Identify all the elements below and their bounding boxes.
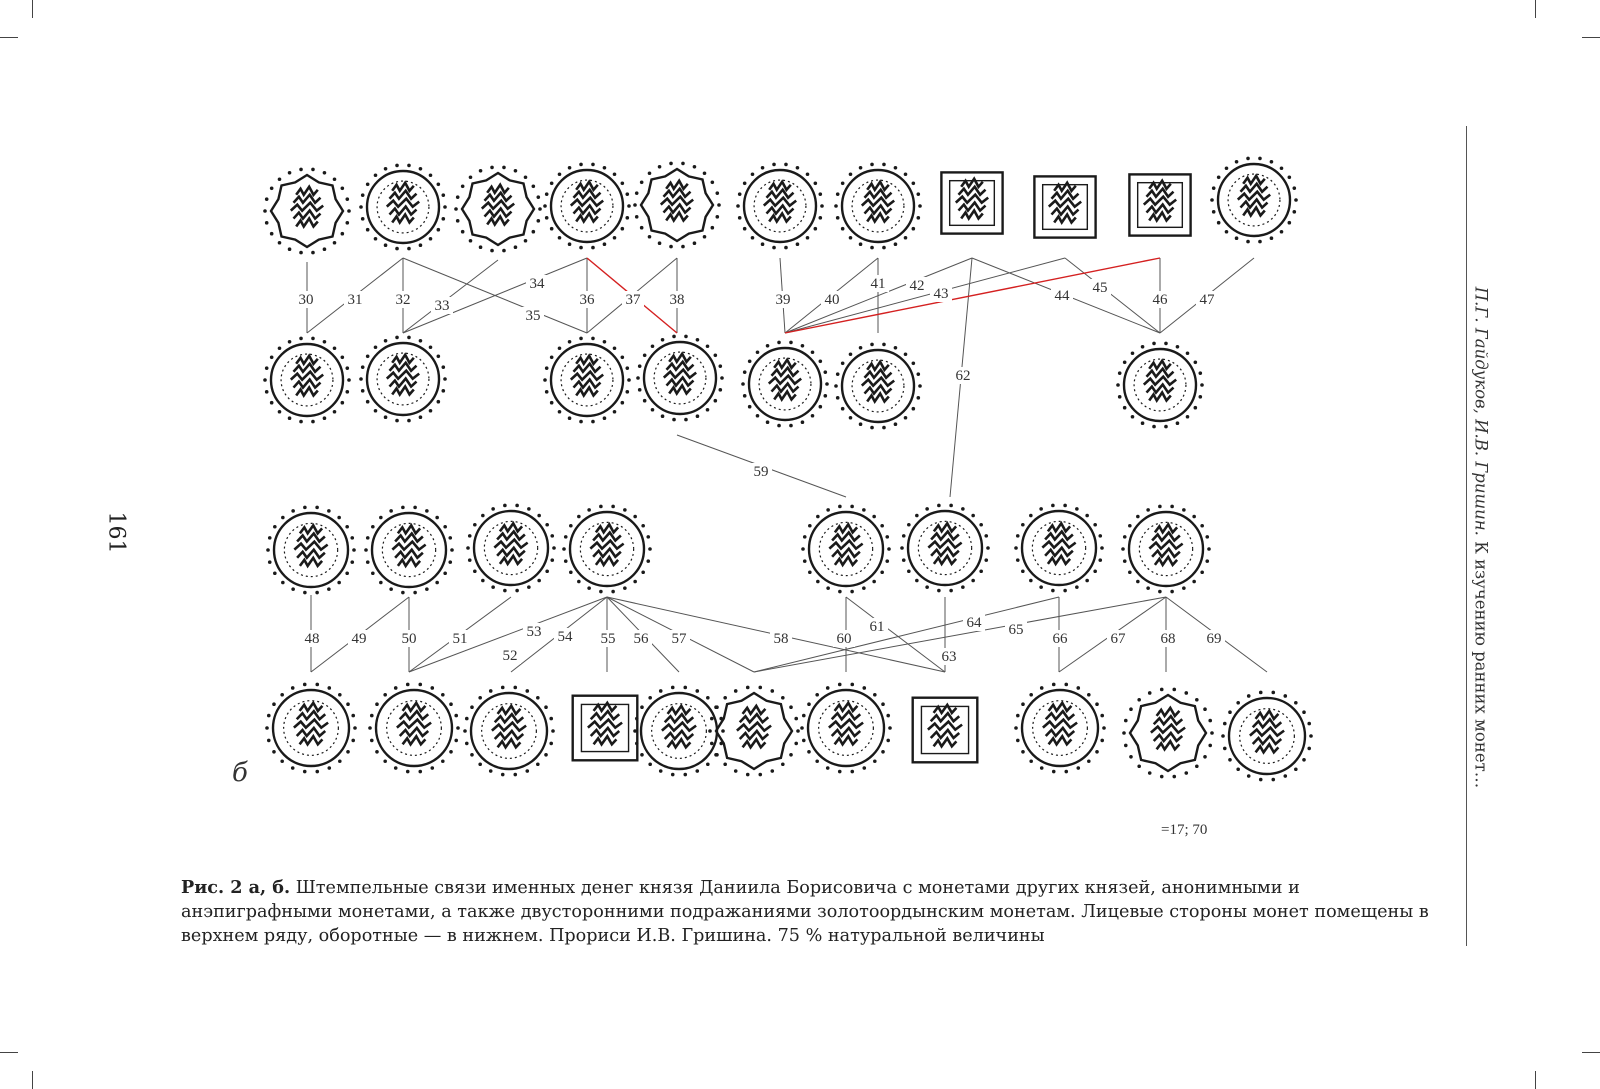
link-label: 55 — [600, 631, 616, 647]
link-label: 33 — [434, 298, 450, 314]
link-label: 32 — [395, 292, 411, 308]
figure-caption — [181, 876, 1441, 948]
coin-drawing — [466, 504, 556, 593]
coin-drawing — [263, 337, 351, 424]
coin-drawing — [834, 163, 922, 250]
link-label: 43 — [933, 286, 949, 302]
coin-drawing — [1116, 342, 1204, 429]
link-label: 38 — [669, 292, 685, 308]
link-label: 63 — [941, 649, 957, 665]
link-label: 35 — [525, 308, 541, 324]
coin-drawing — [741, 341, 829, 428]
coin-drawing — [1122, 688, 1214, 779]
link-label: 47 — [1199, 292, 1215, 308]
link-label: 67 — [1110, 631, 1126, 647]
coin-drawing — [263, 168, 351, 255]
link-label: 30 — [298, 292, 314, 308]
link-label: 58 — [773, 631, 789, 647]
link-label: 51 — [452, 631, 468, 647]
caption-text: Штемпельные связи именных денег князя Даниила Борисовича с монетами других князей, анонимными и анэпиграфными монетами, а также двусторонними подражаниями золотоордынским монетам. Лицевые стороны монет помещены в верхнем ряду, оборотные — в нижнем. Прориси И.В. Гришина. 75 % натуральной величины — [181, 878, 1429, 946]
coin-drawing — [454, 166, 542, 253]
coin-drawing — [266, 506, 356, 595]
coin-drawing — [801, 505, 891, 594]
link-label: 56 — [633, 631, 649, 647]
coin-drawing — [1129, 174, 1190, 235]
coin-drawing — [562, 505, 652, 594]
link-label: 54 — [557, 629, 573, 645]
link-label: 69 — [1206, 631, 1222, 647]
link-label: 64 — [966, 615, 982, 631]
link-label: 36 — [579, 292, 595, 308]
link-label: 39 — [775, 292, 791, 308]
coin-drawing — [633, 162, 721, 249]
link-label: 48 — [304, 631, 320, 647]
link-labels — [295, 275, 1225, 665]
coin-drawing — [543, 163, 631, 250]
coin-drawing — [900, 504, 990, 593]
link-label: 42 — [909, 278, 925, 294]
link-label: 41 — [870, 276, 886, 292]
coin-drawing — [941, 172, 1002, 233]
die-link-line — [403, 260, 498, 333]
coin-drawing — [800, 683, 892, 774]
link-label: 34 — [529, 276, 545, 292]
link-label: 46 — [1152, 292, 1168, 308]
link-label: 52 — [502, 648, 518, 664]
coin-drawing — [636, 335, 724, 422]
running-header-title: К изучению ранних монет… — [1471, 541, 1491, 789]
coin-drawing — [573, 696, 638, 761]
link-label: 61 — [869, 619, 885, 635]
coin-drawing — [1210, 157, 1298, 244]
link-label: 49 — [351, 631, 367, 647]
coin-drawing — [463, 686, 555, 777]
coin-drawing — [368, 683, 460, 774]
link-label: 66 — [1052, 631, 1068, 647]
running-header-authors: П.Г. Гайдуков, И.В. Гришин. — [1471, 286, 1491, 536]
panel-letter: б — [232, 758, 248, 788]
die-link-line — [1065, 258, 1160, 333]
coin-drawing — [359, 164, 447, 251]
caption-label: Рис. 2 а, б. — [181, 877, 291, 898]
coin-drawing — [736, 163, 824, 250]
coin-drawing — [1034, 176, 1095, 237]
page-number: 161 — [103, 511, 129, 554]
coin-drawing — [1014, 504, 1104, 593]
link-label: 65 — [1008, 622, 1024, 638]
link-label: 60 — [836, 631, 852, 647]
link-label: 37 — [625, 292, 641, 308]
coins — [263, 157, 1313, 782]
link-label: 53 — [526, 624, 542, 640]
link-label: 40 — [824, 292, 840, 308]
coin-drawing — [913, 698, 978, 763]
link-label: 62 — [955, 368, 971, 384]
coin-drawing — [1014, 683, 1106, 774]
link-label: 45 — [1092, 280, 1108, 296]
coin-drawing — [1121, 505, 1211, 594]
link-label: 44 — [1054, 288, 1070, 304]
link-label: 59 — [753, 464, 769, 480]
coin-drawing — [265, 683, 357, 774]
coin-drawing — [359, 336, 447, 423]
coin-drawing — [834, 343, 922, 430]
coin-drawing — [1221, 691, 1313, 782]
coin-drawing — [364, 506, 454, 595]
link-label: 31 — [347, 292, 363, 308]
link-label: 68 — [1160, 631, 1176, 647]
coin-drawing — [543, 337, 631, 424]
link-label: 57 — [671, 631, 687, 647]
figure-note: =17; 70 — [1161, 822, 1208, 838]
link-label: 50 — [401, 631, 417, 647]
